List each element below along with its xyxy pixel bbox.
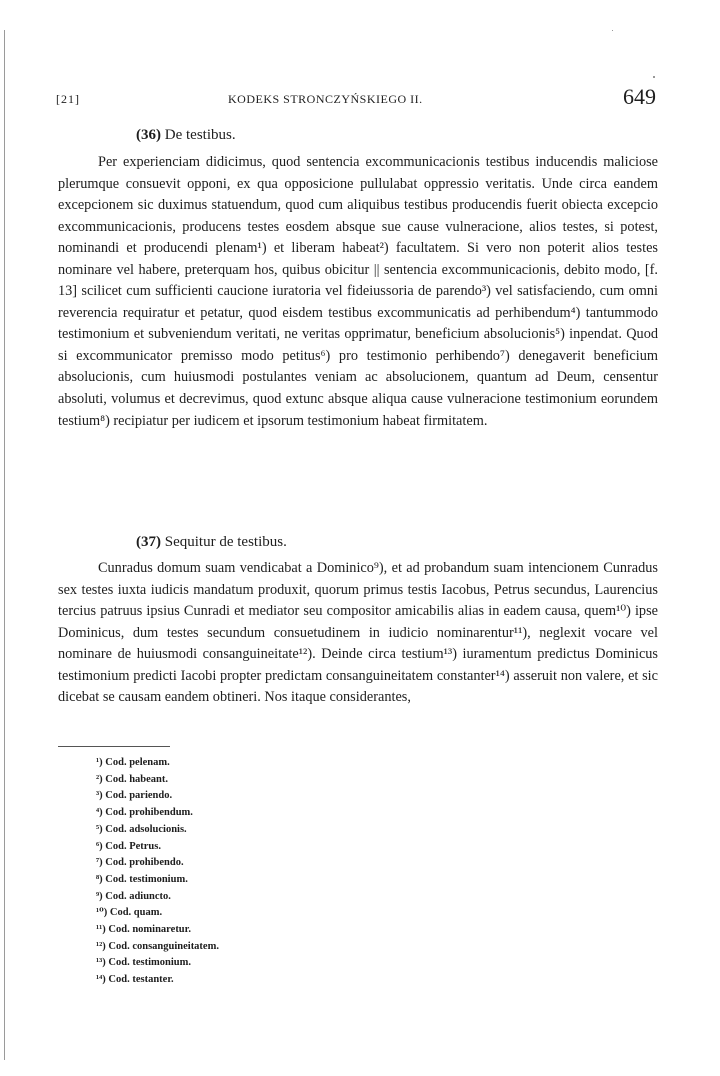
footnote: ⁷) Cod. prohibendo. [96, 857, 184, 869]
footnote: ⁶) Cod. Petrus. [96, 840, 161, 852]
footnote: ⁴) Cod. prohibendum. [96, 807, 193, 819]
binding-edge-line [4, 30, 5, 1060]
section-title: De testibus. [164, 127, 236, 143]
footnote: ⁵) Cod. adsolucionis. [96, 823, 187, 835]
footnote: ²) Cod. habeant. [96, 773, 168, 785]
margin-speck [612, 30, 613, 31]
footnote: ¹⁴) Cod. testanter. [96, 974, 174, 986]
footnote: ⁹) Cod. adiuncto. [96, 890, 171, 902]
running-header [56, 84, 656, 114]
sheet-signature: [21] [56, 92, 80, 106]
footnote-divider [58, 746, 170, 747]
section-37-body: Cunradus domum suam vendicabat a Dominico⁹), et ad probandum suam intencionem Cunradus sex testes iuxta iudicis mandatum produxit, quorum primus testis Iacobus, Petrus secundus, Laurencius tercius patruus ipsius Cunradi et mediator seu compositor amicabilis alias in eadem causa, quem¹⁰) ipse Dominicus, dum testes secundum consuetudinem in iudicio nominarentur¹¹), neglexit vocare vel nominare de huiusmodi consanguineitate¹²). Deinde circa testium¹³) iuramentum predictus Dominicus testimonium predicti Iacobi propter predictam consanguineitatem constanter¹⁴) asseruit non valere, et sic dicebat se causam eandem obtineri. Nos itaque considerantes, [58, 560, 658, 706]
footnote: ¹⁰) Cod. quam. [96, 907, 163, 919]
section-36-body: Per experienciam didicimus, quod sentencia excommunicacionis testibus inducendis maliciose plerumque consuevit opponi, ex qua opposicione pullulabat oppressio veritatis. Unde circa eandem excepcionem sic duximus statuendum, quod cum aliquibus testibus producendis fuerit obiecta excepcio excommunicacionis, producens testes eosdem absque sue cause vulneracione, alios testes, si potest, nominandi et producendi plenam¹) et liberam habeat²) facultatem. Si vero non poterit alios testes nominare vel habere, preterquam hos, quibus obicitur || sentencia excommunicacionis, debito modo, [f. 13] scilicet cum sufficienti caucione iuratoria vel fideiussoria de parendo³) vel satisfaciendo, cum omni reverencia requiratur et petatur, quod eisdem testibus excommunicatis ad perhibendum⁴) tantummodo testimonium et subveniendum veritati, ne veritas opprimatur, beneficium absolucionis⁵) inpendat. Quod si excommunicator premisso modo petitus⁶) pro testimonio perhibendo⁷) denegaverit beneficium absolucionis, cum huiusmodi postulantes veniam ac absolucionem, quantum ad Deum, censentur absoluti, volumus et decrevimus, quod extunc absque aliqua cause vulneracione testimonium eorundem testium⁸) recipiatur per iudicem et ipsorum testimonium habeat firmitatem. [58, 154, 658, 429]
footnote-list [96, 755, 219, 989]
section-number: (36) [136, 127, 161, 143]
footnote: ⁸) Cod. testimonium. [96, 873, 188, 885]
page-number: 649 [623, 84, 656, 109]
margin-speck [653, 76, 655, 78]
section-title: Sequitur de testibus. [164, 534, 287, 550]
footnote: ¹³) Cod. testimonium. [96, 957, 191, 969]
footnote: ¹²) Cod. consanguineitatem. [96, 940, 219, 952]
section-37-heading [136, 534, 287, 551]
footnote: ¹) Cod. pelenam. [96, 757, 170, 768]
section-36-heading [136, 127, 236, 144]
running-title: KODEKS STRONCZYŃSKIEGO II. [228, 92, 423, 106]
footnote: ¹¹) Cod. nominaretur. [96, 924, 191, 936]
footnote: ³) Cod. pariendo. [96, 790, 173, 802]
section-number: (37) [136, 534, 161, 550]
